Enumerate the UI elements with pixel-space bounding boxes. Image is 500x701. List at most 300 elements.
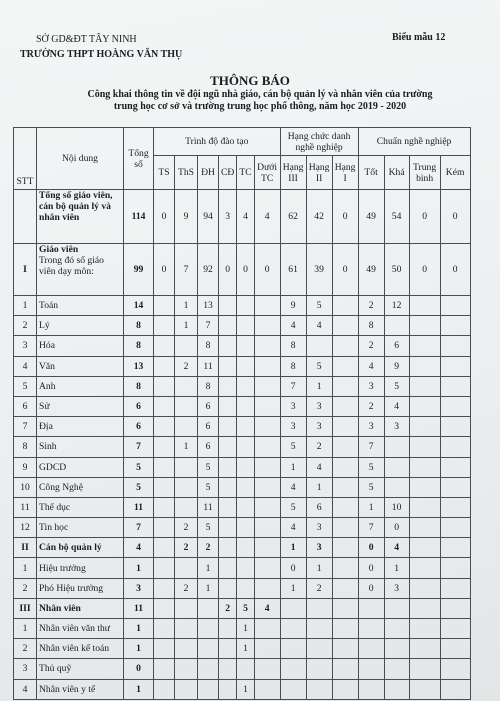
row-stt: III bbox=[14, 598, 37, 618]
cell-total: 8 bbox=[124, 316, 154, 336]
cell-ts bbox=[154, 417, 175, 437]
cell-cd bbox=[219, 417, 237, 437]
cell-tb bbox=[409, 578, 440, 598]
col-cd: CĐ bbox=[219, 156, 237, 190]
cell-duoi-tc bbox=[254, 356, 280, 376]
cell-hang2 bbox=[306, 619, 332, 639]
cell-hang3: 8 bbox=[280, 356, 306, 376]
cell-total: 1 bbox=[124, 558, 154, 578]
cell-kha bbox=[384, 659, 409, 679]
cell-hang3: 3 bbox=[280, 417, 306, 437]
row-content-text: Anh bbox=[39, 380, 56, 392]
cell-cd bbox=[219, 316, 237, 336]
cell-dh: 5 bbox=[198, 477, 219, 497]
cell-hang1 bbox=[332, 396, 358, 416]
cell-kem bbox=[440, 578, 470, 598]
cell-hang1 bbox=[332, 477, 358, 497]
cell-kha: 1 bbox=[384, 558, 409, 578]
cell-duoi-tc bbox=[254, 437, 280, 457]
cell-hang2: 42 bbox=[306, 190, 332, 244]
cell-dh bbox=[198, 659, 219, 679]
table-row bbox=[14, 356, 471, 376]
cell-hang1 bbox=[332, 356, 358, 376]
cell-total: 99 bbox=[124, 244, 154, 296]
row-content bbox=[37, 639, 124, 659]
cell-cd bbox=[219, 396, 237, 416]
table-row bbox=[14, 190, 471, 244]
cell-tot: 2 bbox=[358, 336, 384, 356]
cell-kha bbox=[384, 437, 409, 457]
cell-ts bbox=[154, 457, 175, 477]
cell-cd: 2 bbox=[219, 598, 237, 618]
row-stt: 1 bbox=[14, 558, 37, 578]
cell-duoi-tc bbox=[254, 659, 280, 679]
cell-ths bbox=[175, 639, 198, 659]
cell-total: 7 bbox=[124, 437, 154, 457]
cell-cd bbox=[219, 639, 237, 659]
header-row-1 bbox=[14, 128, 471, 156]
cell-kem bbox=[440, 639, 470, 659]
group-rank-line-1: Hạng chức danh bbox=[287, 130, 351, 142]
group-rank-line-2: nghề nghiệp bbox=[295, 141, 343, 153]
cell-kha bbox=[384, 619, 409, 639]
row-content bbox=[37, 376, 124, 396]
cell-tb bbox=[409, 457, 440, 477]
cell-tb bbox=[409, 316, 440, 336]
cell-tot: 49 bbox=[358, 190, 384, 244]
col-duoi-tc bbox=[254, 156, 280, 190]
cell-dh: 13 bbox=[198, 296, 219, 316]
cell-kem: 0 bbox=[440, 244, 470, 296]
cell-ts bbox=[154, 356, 175, 376]
cell-tb bbox=[409, 336, 440, 356]
cell-hang3: 62 bbox=[280, 190, 306, 244]
cell-total: 11 bbox=[124, 598, 154, 618]
cell-dh bbox=[198, 679, 219, 699]
cell-tb bbox=[409, 296, 440, 316]
row-stt: 1 bbox=[14, 619, 37, 639]
cell-tc: 1 bbox=[237, 679, 254, 699]
cell-dh: 1 bbox=[198, 558, 219, 578]
cell-tc bbox=[237, 376, 254, 396]
cell-tot: 4 bbox=[358, 356, 384, 376]
col-trung-binh-2: bình bbox=[416, 172, 434, 184]
row-content bbox=[37, 578, 124, 598]
row-content bbox=[37, 336, 124, 356]
col-ts: TS bbox=[154, 156, 175, 190]
cell-kha bbox=[384, 477, 409, 497]
cell-kem bbox=[440, 417, 470, 437]
cell-kem: 0 bbox=[440, 190, 470, 244]
row-content-text: Nhân viên văn thư bbox=[39, 623, 111, 635]
cell-kem bbox=[440, 336, 470, 356]
cell-cd bbox=[219, 679, 237, 699]
cell-ts bbox=[154, 679, 175, 699]
cell-cd bbox=[219, 296, 237, 316]
cell-tot: 7 bbox=[358, 518, 384, 538]
cell-dh: 92 bbox=[198, 244, 219, 296]
cell-dh bbox=[198, 598, 219, 618]
cell-tc: 4 bbox=[237, 190, 254, 244]
cell-ts bbox=[154, 336, 175, 356]
col-hang-3-1: Hạng bbox=[282, 161, 304, 173]
cell-hang3: 4 bbox=[280, 477, 306, 497]
cell-tc bbox=[237, 316, 254, 336]
cell-ths: 9 bbox=[175, 190, 198, 244]
row-content bbox=[37, 518, 124, 538]
cell-tc bbox=[237, 659, 254, 679]
school-name: TRƯỜNG THPT HOÀNG VĂN THỤ bbox=[20, 49, 183, 60]
cell-ts bbox=[154, 477, 175, 497]
table-row bbox=[14, 437, 471, 457]
cell-tb bbox=[409, 437, 440, 457]
cell-duoi-tc bbox=[254, 376, 280, 396]
col-ths: ThS bbox=[175, 156, 198, 190]
cell-hang2: 5 bbox=[306, 356, 332, 376]
row-content-text: Nhân viên bbox=[39, 602, 81, 614]
cell-hang1 bbox=[332, 659, 358, 679]
table-body bbox=[14, 190, 471, 700]
cell-ts bbox=[154, 598, 175, 618]
row-content-text: Thủ quỹ bbox=[39, 663, 72, 675]
cell-ths bbox=[175, 598, 198, 618]
row-content-text: Nhân viên kế toán bbox=[39, 643, 110, 655]
cell-total: 11 bbox=[124, 497, 154, 517]
cell-hang1 bbox=[332, 437, 358, 457]
cell-hang1 bbox=[332, 558, 358, 578]
cell-ths bbox=[175, 497, 198, 517]
cell-total: 1 bbox=[124, 619, 154, 639]
col-kem: Kém bbox=[440, 156, 470, 190]
cell-dh: 7 bbox=[198, 316, 219, 336]
table-row bbox=[14, 296, 471, 316]
cell-duoi-tc bbox=[254, 477, 280, 497]
cell-kem bbox=[440, 356, 470, 376]
cell-hang3 bbox=[280, 679, 306, 699]
cell-kha: 5 bbox=[384, 376, 409, 396]
cell-kem bbox=[440, 296, 470, 316]
cell-duoi-tc bbox=[254, 457, 280, 477]
col-total-line-1: Tổng bbox=[128, 147, 149, 159]
row-content-text: Sử bbox=[39, 401, 50, 413]
cell-tb bbox=[409, 598, 440, 618]
row-stt bbox=[14, 190, 37, 244]
cell-hang2 bbox=[306, 336, 332, 356]
cell-ths bbox=[175, 619, 198, 639]
cell-cd bbox=[219, 578, 237, 598]
row-stt: 2 bbox=[14, 578, 37, 598]
cell-tb bbox=[409, 679, 440, 699]
cell-tc bbox=[237, 477, 254, 497]
cell-cd bbox=[219, 437, 237, 457]
cell-total: 13 bbox=[124, 356, 154, 376]
cell-ths bbox=[175, 477, 198, 497]
row-stt: 3 bbox=[14, 336, 37, 356]
cell-hang3: 4 bbox=[280, 316, 306, 336]
col-stt: STT bbox=[14, 128, 37, 190]
cell-hang1 bbox=[332, 679, 358, 699]
row-content-text: Địa bbox=[39, 421, 53, 433]
row-content-text: Phó Hiệu trưởng bbox=[39, 582, 104, 594]
cell-hang3 bbox=[280, 598, 306, 618]
row-content-text: Hiệu trưởng bbox=[39, 562, 86, 574]
cell-tot: 2 bbox=[358, 296, 384, 316]
cell-hang1 bbox=[332, 518, 358, 538]
cell-tb bbox=[409, 477, 440, 497]
cell-kem bbox=[440, 497, 470, 517]
cell-dh: 2 bbox=[198, 538, 219, 558]
row-content bbox=[37, 679, 124, 699]
row-stt: 2 bbox=[14, 316, 37, 336]
cell-hang3: 9 bbox=[280, 296, 306, 316]
group-standard: Chuẩn nghề nghiệp bbox=[358, 128, 470, 156]
row-content-text: Cán bộ quản lý bbox=[39, 542, 102, 554]
cell-ts bbox=[154, 396, 175, 416]
cell-hang1 bbox=[332, 578, 358, 598]
cell-ts bbox=[154, 497, 175, 517]
cell-tb bbox=[409, 538, 440, 558]
cell-kha bbox=[384, 639, 409, 659]
cell-duoi-tc bbox=[254, 538, 280, 558]
cell-hang3: 61 bbox=[280, 244, 306, 296]
cell-ts bbox=[154, 518, 175, 538]
table-row bbox=[14, 598, 471, 618]
cell-tot: 0 bbox=[358, 558, 384, 578]
cell-hang3 bbox=[280, 639, 306, 659]
row-stt: 12 bbox=[14, 518, 37, 538]
row-stt: 8 bbox=[14, 437, 37, 457]
row-stt: 7 bbox=[14, 417, 37, 437]
table-row bbox=[14, 679, 471, 699]
col-hang-1-1: Hạng bbox=[334, 161, 356, 173]
cell-duoi-tc bbox=[254, 316, 280, 336]
cell-kha: 3 bbox=[384, 417, 409, 437]
table-row bbox=[14, 518, 471, 538]
cell-kem bbox=[440, 457, 470, 477]
row-content bbox=[37, 477, 124, 497]
cell-kem bbox=[440, 679, 470, 699]
row-content-text: Văn bbox=[39, 360, 55, 372]
cell-hang3 bbox=[280, 619, 306, 639]
cell-hang3: 0 bbox=[280, 558, 306, 578]
row-content-text: Sinh bbox=[39, 441, 57, 453]
cell-kha bbox=[384, 598, 409, 618]
row-content bbox=[37, 619, 124, 639]
cell-kha: 12 bbox=[384, 296, 409, 316]
cell-tc bbox=[237, 396, 254, 416]
form-number: Biểu mẫu 12 bbox=[392, 32, 446, 43]
cell-ths bbox=[175, 336, 198, 356]
cell-tot: 5 bbox=[358, 477, 384, 497]
cell-hang2 bbox=[306, 598, 332, 618]
cell-tot bbox=[358, 659, 384, 679]
cell-hang3: 1 bbox=[280, 538, 306, 558]
cell-hang1 bbox=[332, 538, 358, 558]
cell-kem bbox=[440, 437, 470, 457]
cell-total: 3 bbox=[124, 578, 154, 598]
cell-tot bbox=[358, 679, 384, 699]
cell-kem bbox=[440, 396, 470, 416]
cell-hang1 bbox=[332, 598, 358, 618]
notice-subtitle bbox=[40, 89, 480, 113]
row-content-text: Nhân viên y tế bbox=[39, 683, 96, 695]
cell-ts bbox=[154, 538, 175, 558]
row-content bbox=[37, 316, 124, 336]
cell-hang1 bbox=[332, 316, 358, 336]
row-content-text: Thể dục bbox=[39, 501, 71, 513]
cell-hang1 bbox=[332, 336, 358, 356]
table-row bbox=[14, 558, 471, 578]
row-content bbox=[37, 659, 124, 679]
table-row bbox=[14, 578, 471, 598]
cell-ts bbox=[154, 296, 175, 316]
row-content-text: Toán bbox=[39, 300, 59, 312]
cell-hang1: 0 bbox=[332, 190, 358, 244]
cell-tot: 3 bbox=[358, 376, 384, 396]
col-hang-1 bbox=[332, 156, 358, 190]
cell-kha bbox=[384, 679, 409, 699]
cell-duoi-tc bbox=[254, 497, 280, 517]
cell-tc bbox=[237, 538, 254, 558]
row-stt: 9 bbox=[14, 457, 37, 477]
cell-total: 8 bbox=[124, 376, 154, 396]
cell-tc: 1 bbox=[237, 619, 254, 639]
cell-dh: 11 bbox=[198, 356, 219, 376]
cell-ths: 7 bbox=[175, 244, 198, 296]
cell-tb bbox=[409, 558, 440, 578]
col-hang-3 bbox=[280, 156, 306, 190]
row-stt: 6 bbox=[14, 396, 37, 416]
row-content bbox=[37, 190, 124, 244]
table-row bbox=[14, 538, 471, 558]
cell-hang3: 4 bbox=[280, 518, 306, 538]
group-training: Trình độ đào tạo bbox=[154, 128, 281, 156]
cell-cd bbox=[219, 376, 237, 396]
cell-hang3 bbox=[280, 659, 306, 679]
cell-kha bbox=[384, 457, 409, 477]
cell-cd bbox=[219, 356, 237, 376]
cell-kha: 9 bbox=[384, 356, 409, 376]
cell-kem bbox=[440, 598, 470, 618]
cell-hang1 bbox=[332, 619, 358, 639]
cell-duoi-tc bbox=[254, 558, 280, 578]
cell-kem bbox=[440, 619, 470, 639]
cell-hang2: 4 bbox=[306, 316, 332, 336]
cell-tc bbox=[237, 437, 254, 457]
cell-ths bbox=[175, 376, 198, 396]
col-total bbox=[124, 128, 154, 190]
row-content-text: Lý bbox=[39, 320, 50, 332]
cell-duoi-tc: 0 bbox=[254, 244, 280, 296]
cell-total: 0 bbox=[124, 659, 154, 679]
cell-ts: 0 bbox=[154, 190, 175, 244]
cell-tot: 0 bbox=[358, 538, 384, 558]
cell-hang3: 3 bbox=[280, 396, 306, 416]
cell-tb bbox=[409, 356, 440, 376]
row-stt: I bbox=[14, 244, 37, 296]
cell-duoi-tc bbox=[254, 639, 280, 659]
row-content bbox=[37, 244, 124, 296]
cell-total: 14 bbox=[124, 296, 154, 316]
cell-cd: 3 bbox=[219, 190, 237, 244]
cell-cd bbox=[219, 619, 237, 639]
cell-cd bbox=[219, 497, 237, 517]
cell-hang2: 3 bbox=[306, 518, 332, 538]
cell-tb: 0 bbox=[409, 244, 440, 296]
table-row bbox=[14, 497, 471, 517]
cell-tc bbox=[237, 578, 254, 598]
cell-ts bbox=[154, 316, 175, 336]
cell-cd bbox=[219, 457, 237, 477]
cell-kem bbox=[440, 518, 470, 538]
cell-tb: 0 bbox=[409, 190, 440, 244]
cell-dh: 6 bbox=[198, 417, 219, 437]
cell-tb bbox=[409, 497, 440, 517]
table-row bbox=[14, 457, 471, 477]
cell-dh: 1 bbox=[198, 578, 219, 598]
subtitle-line-2: trung học cơ sở và trường trung học phổ thông, năm học 2019 - 2020 bbox=[113, 101, 407, 112]
row-content-text: Tổng số giáo viên, cán bộ quản lý và nhân viên bbox=[39, 190, 113, 223]
cell-duoi-tc bbox=[254, 336, 280, 356]
col-hang-2-2: II bbox=[315, 172, 323, 184]
notice-title: THÔNG BÁO bbox=[210, 73, 290, 88]
cell-hang2: 6 bbox=[306, 497, 332, 517]
row-content bbox=[37, 558, 124, 578]
cell-duoi-tc bbox=[254, 417, 280, 437]
cell-dh: 11 bbox=[198, 497, 219, 517]
cell-hang1 bbox=[332, 417, 358, 437]
cell-tc: 5 bbox=[237, 598, 254, 618]
cell-ths: 1 bbox=[175, 316, 198, 336]
cell-kha: 4 bbox=[384, 538, 409, 558]
cell-ts bbox=[154, 619, 175, 639]
cell-duoi-tc bbox=[254, 296, 280, 316]
subtitle-line-1: Công khai thông tin về đội ngũ nhà giáo, cán bộ quản lý và nhân viên của trường bbox=[87, 89, 433, 100]
cell-tb bbox=[409, 619, 440, 639]
cell-hang2: 2 bbox=[306, 578, 332, 598]
cell-duoi-tc bbox=[254, 396, 280, 416]
cell-dh: 94 bbox=[198, 190, 219, 244]
col-hang-1-2: I bbox=[343, 172, 347, 184]
row-stt: 1 bbox=[14, 296, 37, 316]
cell-cd: 0 bbox=[219, 244, 237, 296]
cell-tc: 0 bbox=[237, 244, 254, 296]
table-row bbox=[14, 417, 471, 437]
cell-hang2: 1 bbox=[306, 558, 332, 578]
row-stt: 3 bbox=[14, 659, 37, 679]
row-stt: 10 bbox=[14, 477, 37, 497]
cell-dh: 8 bbox=[198, 336, 219, 356]
cell-ths bbox=[175, 679, 198, 699]
row-stt: 11 bbox=[14, 497, 37, 517]
cell-dh: 6 bbox=[198, 437, 219, 457]
cell-kem bbox=[440, 659, 470, 679]
cell-tc bbox=[237, 356, 254, 376]
col-kha: Khá bbox=[384, 156, 409, 190]
row-content bbox=[37, 497, 124, 517]
cell-tb bbox=[409, 417, 440, 437]
department-name: SỞ GD&ĐT TÂY NINH bbox=[36, 34, 137, 45]
cell-ths bbox=[175, 457, 198, 477]
cell-kem bbox=[440, 316, 470, 336]
cell-kha: 6 bbox=[384, 336, 409, 356]
cell-tb bbox=[409, 396, 440, 416]
cell-duoi-tc: 4 bbox=[254, 598, 280, 618]
row-stt: 2 bbox=[14, 639, 37, 659]
row-content-text: Giáo viên bbox=[39, 244, 79, 255]
cell-hang1 bbox=[332, 497, 358, 517]
cell-hang3: 1 bbox=[280, 457, 306, 477]
